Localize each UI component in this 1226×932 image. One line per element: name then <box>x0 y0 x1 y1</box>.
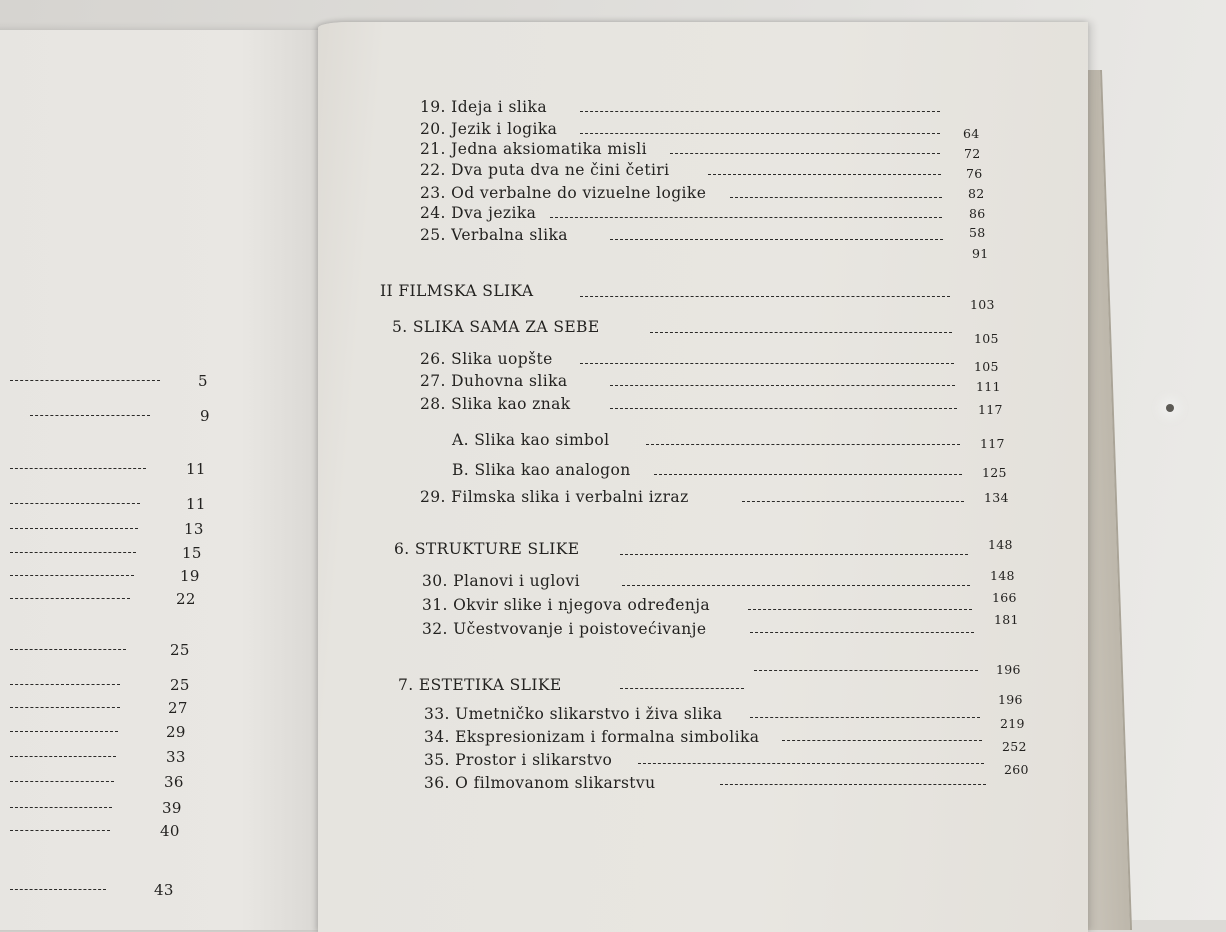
page-number: 166 <box>992 590 1017 605</box>
page-number: 196 <box>998 692 1023 707</box>
page-number: 86 <box>969 206 986 221</box>
leader-dashes <box>650 332 952 333</box>
toc-entry: 34. Ekspresionizam i formalna simbolika <box>424 728 760 746</box>
page-number: 11 <box>186 495 206 513</box>
page-number: 58 <box>969 225 986 240</box>
page-number: 76 <box>966 166 983 181</box>
page-number: 11 <box>186 460 206 478</box>
leader-dashes <box>10 468 146 469</box>
section-heading: II FILMSKA SLIKA <box>380 282 534 300</box>
page-number: 9 <box>200 407 210 425</box>
leader-dashes <box>10 889 106 890</box>
page-number: 36 <box>164 773 184 791</box>
leader-dashes <box>782 740 982 741</box>
page-number: 27 <box>168 699 188 717</box>
toc-entry: 31. Okvir slike i njegova određenja <box>422 596 711 614</box>
page-number: 40 <box>160 822 180 840</box>
leader-dashes <box>10 807 112 808</box>
page-number: 91 <box>972 246 989 261</box>
leader-dashes <box>30 415 150 416</box>
chapter-heading: 6. STRUKTURE SLIKE <box>394 540 580 558</box>
leader-dashes <box>10 756 116 757</box>
toc-entry: 27. Duhovna slika <box>420 372 568 390</box>
page-number: 72 <box>964 146 981 161</box>
toc-entry: 35. Prostor i slikarstvo <box>424 751 613 769</box>
leader-dashes <box>550 217 942 218</box>
page-number: 43 <box>154 881 174 899</box>
chapter-heading: 7. ESTETIKA SLIKE <box>398 676 562 694</box>
leader-dashes <box>610 408 957 409</box>
page-number: 125 <box>982 465 1007 480</box>
page-number: 5 <box>198 372 208 390</box>
page-number: 111 <box>976 379 1001 394</box>
page-number: 82 <box>968 186 985 201</box>
left-page <box>0 30 325 930</box>
toc-entry: 21. Jedna aksiomatika misli <box>420 140 647 158</box>
page-number: 13 <box>184 520 204 538</box>
toc-entry: 26. Slika uopšte <box>420 350 553 368</box>
leader-dashes <box>620 688 744 689</box>
toc-entry: 22. Dva puta dva ne čini četiri <box>420 161 670 179</box>
right-page <box>318 22 1088 932</box>
leader-dashes <box>670 153 940 154</box>
page-number: 148 <box>990 568 1015 583</box>
page-number: 181 <box>994 612 1019 627</box>
page-number: 252 <box>1002 739 1027 754</box>
leader-dashes <box>10 684 120 685</box>
leader-dashes <box>742 501 964 502</box>
leader-dashes <box>10 707 120 708</box>
leader-dashes <box>610 239 943 240</box>
leader-dashes <box>730 197 942 198</box>
leader-dashes <box>748 609 972 610</box>
leader-dashes <box>10 380 160 381</box>
page-number: 64 <box>963 126 980 141</box>
leader-dashes <box>580 111 940 112</box>
leader-dashes <box>754 670 978 671</box>
page-number: 219 <box>1000 716 1025 731</box>
spot-mark <box>1166 404 1174 412</box>
page-number: 15 <box>182 544 202 562</box>
leader-dashes <box>622 585 970 586</box>
leader-dashes <box>580 296 950 297</box>
toc-entry: 23. Od verbalne do vizuelne logike <box>420 184 707 202</box>
toc-subentry: B. Slika kao analogon <box>452 461 631 479</box>
page-number: 39 <box>162 799 182 817</box>
leader-dashes <box>10 575 134 576</box>
leader-dashes <box>580 363 954 364</box>
toc-subentry: A. Slika kao simbol <box>452 431 610 449</box>
leader-dashes <box>620 554 968 555</box>
toc-entry: 25. Verbalna slika <box>420 226 568 244</box>
toc-entry: 24. Dva jezika <box>420 204 537 222</box>
page-number: 22 <box>176 590 196 608</box>
toc-entry: 28. Slika kao znak <box>420 395 571 413</box>
leader-dashes <box>638 763 984 764</box>
toc-entry: 32. Učestvovanje i poistovećivanje <box>422 620 707 638</box>
leader-dashes <box>10 598 130 599</box>
leader-dashes <box>580 133 940 134</box>
page-number: 103 <box>970 297 995 312</box>
toc-entry: 19. Ideja i slika <box>420 98 547 116</box>
chapter-heading: 5. SLIKA SAMA ZA SEBE <box>392 318 600 336</box>
toc-entry: 20. Jezik i logika <box>420 120 558 138</box>
leader-dashes <box>10 781 114 782</box>
page-number: 29 <box>166 723 186 741</box>
page-number: 105 <box>974 331 999 346</box>
toc-entry: 29. Filmska slika i verbalni izraz <box>420 488 689 506</box>
page-number: 25 <box>170 641 190 659</box>
page-number: 33 <box>166 748 186 766</box>
leader-dashes <box>720 784 986 785</box>
leader-dashes <box>654 474 962 475</box>
leader-dashes <box>646 444 960 445</box>
leader-dashes <box>10 552 136 553</box>
page-number: 117 <box>978 402 1003 417</box>
toc-entry: 33. Umetničko slikarstvo i živa slika <box>424 705 723 723</box>
leader-dashes <box>750 717 980 718</box>
leader-dashes <box>10 503 140 504</box>
toc-entry: 36. O filmovanom slikarstvu <box>424 774 656 792</box>
page-number: 134 <box>984 490 1009 505</box>
page-number: 19 <box>180 567 200 585</box>
page-number: 105 <box>974 359 999 374</box>
leader-dashes <box>10 830 110 831</box>
page-number: 148 <box>988 537 1013 552</box>
page-number: 196 <box>996 662 1021 677</box>
page-number: 260 <box>1004 762 1029 777</box>
leader-dashes <box>708 174 941 175</box>
leader-dashes <box>10 731 118 732</box>
page-number: 117 <box>980 436 1005 451</box>
toc-entry: 30. Planovi i uglovi <box>422 572 580 590</box>
leader-dashes <box>610 385 955 386</box>
leader-dashes <box>750 632 974 633</box>
page-number: 25 <box>170 676 190 694</box>
leader-dashes <box>10 649 126 650</box>
leader-dashes <box>10 528 138 529</box>
